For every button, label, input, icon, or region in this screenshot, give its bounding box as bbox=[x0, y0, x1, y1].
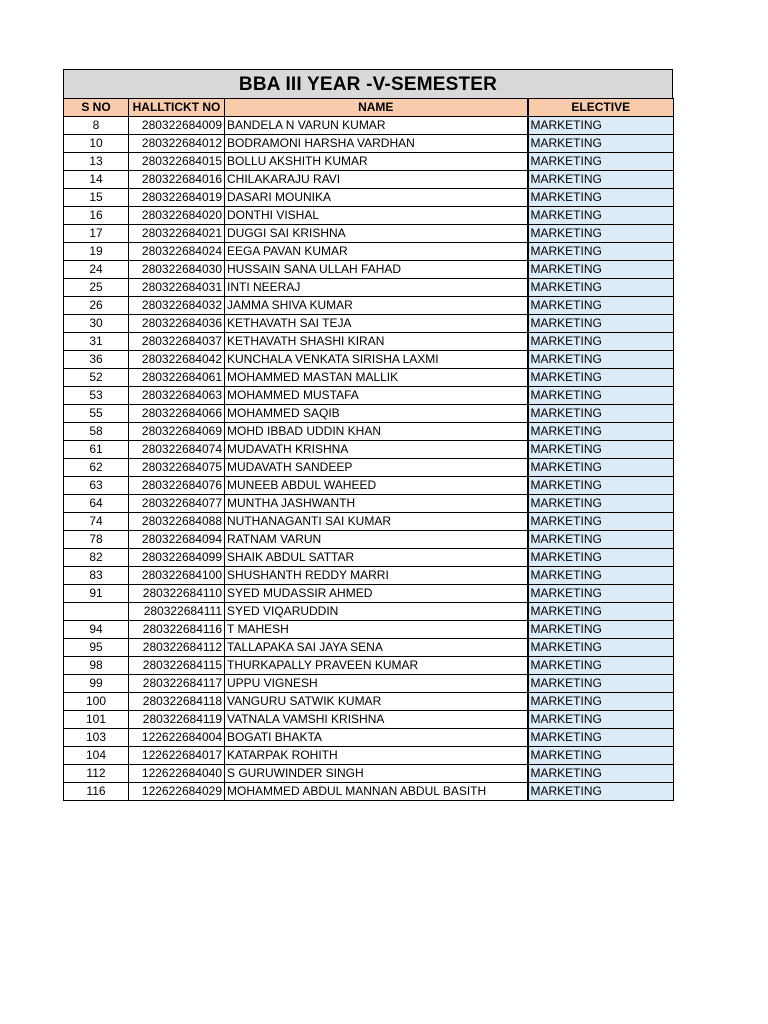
row-sno: 112 bbox=[64, 765, 129, 783]
table-row bbox=[64, 171, 674, 189]
row-sno: 100 bbox=[64, 693, 129, 711]
row-name: THURKAPALLY PRAVEEN KUMAR bbox=[225, 657, 528, 675]
table-row bbox=[64, 423, 674, 441]
row-elective: MARKETING bbox=[528, 657, 674, 675]
table-row bbox=[64, 711, 674, 729]
row-hallticket: 280322684063 bbox=[129, 387, 225, 405]
row-elective: MARKETING bbox=[528, 351, 674, 369]
table-row bbox=[64, 135, 674, 153]
row-name: KATARPAK ROHITH bbox=[225, 747, 528, 765]
row-hallticket: 280322684100 bbox=[129, 567, 225, 585]
row-name: S GURUWINDER SINGH bbox=[225, 765, 528, 783]
row-hallticket: 280322684074 bbox=[129, 441, 225, 459]
row-sno: 91 bbox=[64, 585, 129, 603]
row-sno: 82 bbox=[64, 549, 129, 567]
row-elective: MARKETING bbox=[528, 405, 674, 423]
row-name: NUTHANAGANTI SAI KUMAR bbox=[225, 513, 528, 531]
row-hallticket: 122622684004 bbox=[129, 729, 225, 747]
row-hallticket: 280322684061 bbox=[129, 369, 225, 387]
row-elective: MARKETING bbox=[528, 279, 674, 297]
row-hallticket: 280322684077 bbox=[129, 495, 225, 513]
row-hallticket: 280322684024 bbox=[129, 243, 225, 261]
row-elective: MARKETING bbox=[528, 153, 674, 171]
header-hallticket: HALLTICKT NO bbox=[129, 99, 225, 117]
row-elective: MARKETING bbox=[528, 477, 674, 495]
row-sno: 98 bbox=[64, 657, 129, 675]
header-name: NAME bbox=[225, 99, 528, 117]
row-elective: MARKETING bbox=[528, 423, 674, 441]
row-name: VATNALA VAMSHI KRISHNA bbox=[225, 711, 528, 729]
row-sno: 116 bbox=[64, 783, 129, 801]
row-sno: 61 bbox=[64, 441, 129, 459]
row-elective: MARKETING bbox=[528, 567, 674, 585]
row-elective: MARKETING bbox=[528, 135, 674, 153]
row-name: KETHAVATH SAI TEJA bbox=[225, 315, 528, 333]
row-hallticket: 280322684110 bbox=[129, 585, 225, 603]
row-hallticket: 280322684031 bbox=[129, 279, 225, 297]
row-sno bbox=[64, 603, 129, 621]
row-elective: MARKETING bbox=[528, 369, 674, 387]
row-elective: MARKETING bbox=[528, 189, 674, 207]
row-name: MOHAMMED MUSTAFA bbox=[225, 387, 528, 405]
row-elective: MARKETING bbox=[528, 297, 674, 315]
row-name: VANGURU SATWIK KUMAR bbox=[225, 693, 528, 711]
header-sno: S NO bbox=[64, 99, 129, 117]
row-sno: 53 bbox=[64, 387, 129, 405]
row-hallticket: 280322684012 bbox=[129, 135, 225, 153]
row-sno: 10 bbox=[64, 135, 129, 153]
row-hallticket: 122622684017 bbox=[129, 747, 225, 765]
table-row bbox=[64, 765, 674, 783]
row-elective: MARKETING bbox=[528, 603, 674, 621]
row-name: MOHAMMED MASTAN MALLIK bbox=[225, 369, 528, 387]
header-row bbox=[64, 99, 674, 117]
table-row bbox=[64, 117, 674, 135]
table-row bbox=[64, 369, 674, 387]
row-elective: MARKETING bbox=[528, 261, 674, 279]
row-name: DONTHI VISHAL bbox=[225, 207, 528, 225]
row-name: MUDAVATH SANDEEP bbox=[225, 459, 528, 477]
row-name: DUGGI SAI KRISHNA bbox=[225, 225, 528, 243]
row-hallticket: 280322684036 bbox=[129, 315, 225, 333]
table-row bbox=[64, 261, 674, 279]
row-name: RATNAM VARUN bbox=[225, 531, 528, 549]
row-elective: MARKETING bbox=[528, 531, 674, 549]
table-row bbox=[64, 243, 674, 261]
row-sno: 25 bbox=[64, 279, 129, 297]
row-name: SYED VIQARUDDIN bbox=[225, 603, 528, 621]
row-sno: 83 bbox=[64, 567, 129, 585]
row-elective: MARKETING bbox=[528, 711, 674, 729]
row-hallticket: 280322684015 bbox=[129, 153, 225, 171]
table-row bbox=[64, 747, 674, 765]
row-sno: 95 bbox=[64, 639, 129, 657]
row-elective: MARKETING bbox=[528, 243, 674, 261]
row-name: KUNCHALA VENKATA SIRISHA LAXMI bbox=[225, 351, 528, 369]
row-sno: 8 bbox=[64, 117, 129, 135]
row-name: BOLLU AKSHITH KUMAR bbox=[225, 153, 528, 171]
row-elective: MARKETING bbox=[528, 639, 674, 657]
row-hallticket: 280322684099 bbox=[129, 549, 225, 567]
row-elective: MARKETING bbox=[528, 585, 674, 603]
row-elective: MARKETING bbox=[528, 171, 674, 189]
table-row bbox=[64, 351, 674, 369]
row-name: HUSSAIN SANA ULLAH FAHAD bbox=[225, 261, 528, 279]
table-row bbox=[64, 441, 674, 459]
row-sno: 24 bbox=[64, 261, 129, 279]
sheet-title: BBA III YEAR -V-SEMESTER bbox=[63, 69, 673, 98]
row-hallticket: 280322684111 bbox=[129, 603, 225, 621]
row-hallticket: 280322684117 bbox=[129, 675, 225, 693]
table-row bbox=[64, 729, 674, 747]
row-name: SYED MUDASSIR AHMED bbox=[225, 585, 528, 603]
row-elective: MARKETING bbox=[528, 783, 674, 801]
row-sno: 52 bbox=[64, 369, 129, 387]
row-name: MOHAMMED SAQIB bbox=[225, 405, 528, 423]
row-hallticket: 280322684115 bbox=[129, 657, 225, 675]
row-hallticket: 280322684075 bbox=[129, 459, 225, 477]
row-elective: MARKETING bbox=[528, 549, 674, 567]
row-elective: MARKETING bbox=[528, 387, 674, 405]
row-sno: 94 bbox=[64, 621, 129, 639]
table-row bbox=[64, 603, 674, 621]
row-sno: 14 bbox=[64, 171, 129, 189]
table-row bbox=[64, 207, 674, 225]
row-sno: 15 bbox=[64, 189, 129, 207]
row-name: SHAIK ABDUL SATTAR bbox=[225, 549, 528, 567]
row-hallticket: 280322684069 bbox=[129, 423, 225, 441]
row-name: MUNEEB ABDUL WAHEED bbox=[225, 477, 528, 495]
row-hallticket: 280322684021 bbox=[129, 225, 225, 243]
row-name: MOHD IBBAD UDDIN KHAN bbox=[225, 423, 528, 441]
row-name: TALLAPAKA SAI JAYA SENA bbox=[225, 639, 528, 657]
table-row bbox=[64, 639, 674, 657]
row-elective: MARKETING bbox=[528, 765, 674, 783]
row-sno: 55 bbox=[64, 405, 129, 423]
table-row bbox=[64, 567, 674, 585]
table-row bbox=[64, 189, 674, 207]
table-row bbox=[64, 459, 674, 477]
row-hallticket: 122622684029 bbox=[129, 783, 225, 801]
row-hallticket: 280322684066 bbox=[129, 405, 225, 423]
row-elective: MARKETING bbox=[528, 729, 674, 747]
row-elective: MARKETING bbox=[528, 333, 674, 351]
row-name: BANDELA N VARUN KUMAR bbox=[225, 117, 528, 135]
row-elective: MARKETING bbox=[528, 225, 674, 243]
table-row bbox=[64, 531, 674, 549]
table-row bbox=[64, 387, 674, 405]
table-row bbox=[64, 279, 674, 297]
table-row bbox=[64, 585, 674, 603]
row-sno: 101 bbox=[64, 711, 129, 729]
row-sno: 74 bbox=[64, 513, 129, 531]
row-name: T MAHESH bbox=[225, 621, 528, 639]
row-hallticket: 280322684020 bbox=[129, 207, 225, 225]
row-sno: 62 bbox=[64, 459, 129, 477]
row-elective: MARKETING bbox=[528, 441, 674, 459]
row-sno: 30 bbox=[64, 315, 129, 333]
row-name: SHUSHANTH REDDY MARRI bbox=[225, 567, 528, 585]
row-name: INTI NEERAJ bbox=[225, 279, 528, 297]
table-row bbox=[64, 495, 674, 513]
elective-sheet bbox=[63, 69, 673, 801]
row-sno: 26 bbox=[64, 297, 129, 315]
row-name: BODRAMONI HARSHA VARDHAN bbox=[225, 135, 528, 153]
row-sno: 31 bbox=[64, 333, 129, 351]
row-hallticket: 280322684009 bbox=[129, 117, 225, 135]
row-name: JAMMA SHIVA KUMAR bbox=[225, 297, 528, 315]
row-hallticket: 280322684118 bbox=[129, 693, 225, 711]
row-elective: MARKETING bbox=[528, 693, 674, 711]
row-hallticket: 280322684030 bbox=[129, 261, 225, 279]
row-sno: 104 bbox=[64, 747, 129, 765]
table-row bbox=[64, 297, 674, 315]
row-elective: MARKETING bbox=[528, 207, 674, 225]
row-elective: MARKETING bbox=[528, 675, 674, 693]
row-hallticket: 280322684032 bbox=[129, 297, 225, 315]
row-name: KETHAVATH SHASHI KIRAN bbox=[225, 333, 528, 351]
table-row bbox=[64, 549, 674, 567]
row-sno: 64 bbox=[64, 495, 129, 513]
table-row bbox=[64, 477, 674, 495]
table-row bbox=[64, 225, 674, 243]
row-elective: MARKETING bbox=[528, 513, 674, 531]
table-row bbox=[64, 657, 674, 675]
row-sno: 17 bbox=[64, 225, 129, 243]
row-hallticket: 280322684016 bbox=[129, 171, 225, 189]
row-sno: 13 bbox=[64, 153, 129, 171]
row-hallticket: 280322684042 bbox=[129, 351, 225, 369]
row-hallticket: 122622684040 bbox=[129, 765, 225, 783]
table-row bbox=[64, 621, 674, 639]
table-row bbox=[64, 153, 674, 171]
row-sno: 99 bbox=[64, 675, 129, 693]
row-name: UPPU VIGNESH bbox=[225, 675, 528, 693]
row-name: MUNTHA JASHWANTH bbox=[225, 495, 528, 513]
table-row bbox=[64, 405, 674, 423]
row-hallticket: 280322684116 bbox=[129, 621, 225, 639]
row-name: DASARI MOUNIKA bbox=[225, 189, 528, 207]
row-sno: 16 bbox=[64, 207, 129, 225]
table-row bbox=[64, 513, 674, 531]
row-hallticket: 280322684037 bbox=[129, 333, 225, 351]
row-sno: 19 bbox=[64, 243, 129, 261]
row-elective: MARKETING bbox=[528, 117, 674, 135]
row-sno: 36 bbox=[64, 351, 129, 369]
row-hallticket: 280322684119 bbox=[129, 711, 225, 729]
row-hallticket: 280322684019 bbox=[129, 189, 225, 207]
row-elective: MARKETING bbox=[528, 495, 674, 513]
header-elective: ELECTIVE bbox=[528, 99, 674, 117]
row-elective: MARKETING bbox=[528, 747, 674, 765]
row-hallticket: 280322684076 bbox=[129, 477, 225, 495]
table-body bbox=[64, 117, 674, 801]
table-row bbox=[64, 675, 674, 693]
row-sno: 63 bbox=[64, 477, 129, 495]
row-name: BOGATI BHAKTA bbox=[225, 729, 528, 747]
row-elective: MARKETING bbox=[528, 315, 674, 333]
row-sno: 78 bbox=[64, 531, 129, 549]
row-hallticket: 280322684088 bbox=[129, 513, 225, 531]
row-sno: 103 bbox=[64, 729, 129, 747]
row-name: MUDAVATH KRISHNA bbox=[225, 441, 528, 459]
table-row bbox=[64, 315, 674, 333]
table-row bbox=[64, 333, 674, 351]
row-name: CHILAKARAJU RAVI bbox=[225, 171, 528, 189]
row-name: EEGA PAVAN KUMAR bbox=[225, 243, 528, 261]
row-name: MOHAMMED ABDUL MANNAN ABDUL BASITH bbox=[225, 783, 528, 801]
row-hallticket: 280322684094 bbox=[129, 531, 225, 549]
row-elective: MARKETING bbox=[528, 621, 674, 639]
student-table bbox=[63, 98, 674, 801]
table-row bbox=[64, 783, 674, 801]
row-elective: MARKETING bbox=[528, 459, 674, 477]
row-sno: 58 bbox=[64, 423, 129, 441]
row-hallticket: 280322684112 bbox=[129, 639, 225, 657]
table-row bbox=[64, 693, 674, 711]
